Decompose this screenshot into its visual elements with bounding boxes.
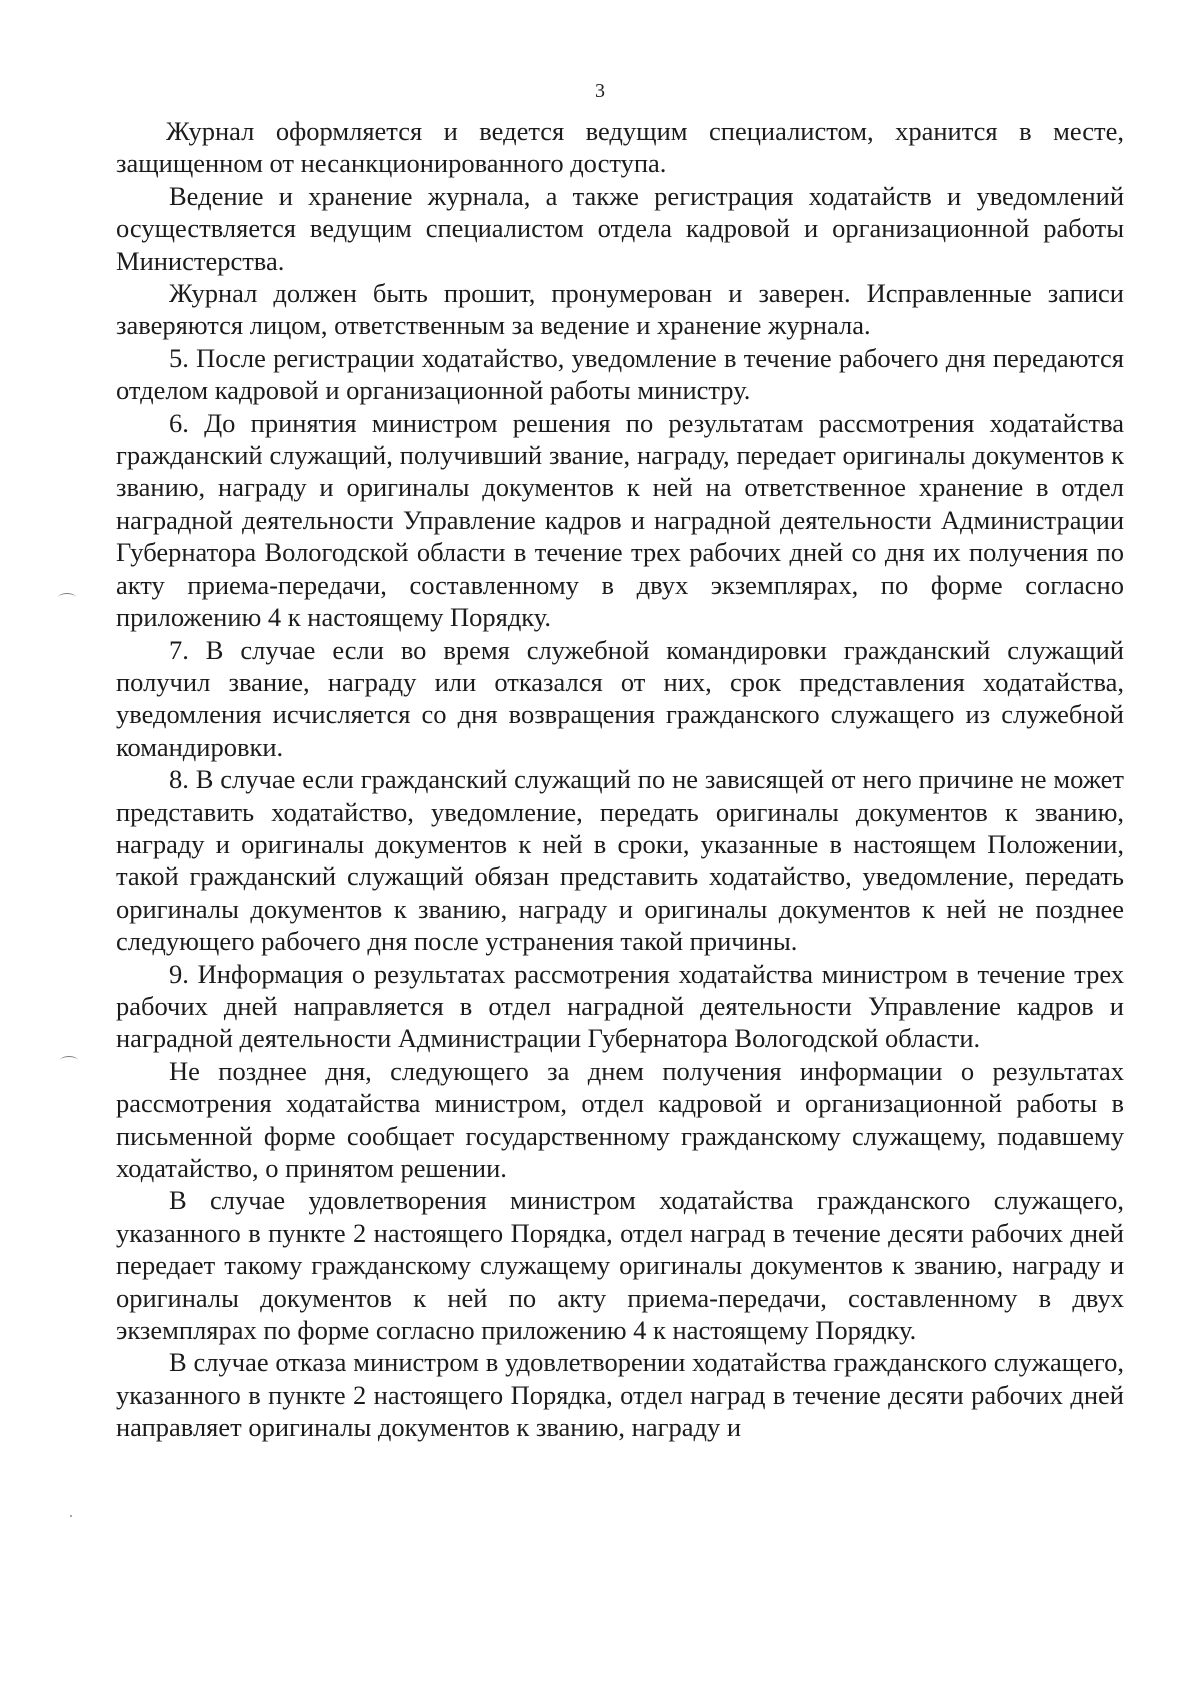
- paragraph-journal-storage: Ведение и хранение журнала, а также регистрация ходатайств и уведомлений осуществляется ведущим специалистом отдела кадровой и организационной работы Министерства.: [116, 180, 1124, 276]
- paragraph-item-6: 6. До принятия министром решения по результатам рассмотрения ходатайства гражданский служащий, получивший звание, награду, передает оригиналы документов к званию, награду и оригиналы документов к ней на ответственное хранение в отдел наградной деятельности Управление кадров и наградной деятельности Администрации Губернатора Вологодской области в течение трех рабочих дней со дня их получения по акту приема-передачи, составленному в двух экземплярах, по форме согласно приложению 4 к настоящему Порядку.: [116, 407, 1124, 633]
- scan-artifact-mark: [58, 593, 76, 602]
- paragraph-approval-case: В случае удовлетворения министром ходатайства гражданского служащего, указанного в пункте 2 настоящего Порядка, отдел наград в течение десяти рабочих дней передает такому гражданскому служащему оригиналы документов к званию, награду и оригиналы документов к ней по акту приема-передачи, составленному в двух экземплярах по форме согласно приложению 4 к настоящему Порядку.: [116, 1185, 1124, 1346]
- paragraph-journal-keeping: Журнал оформляется и ведется ведущим специалистом, хранится в месте, защищенном от несанкционированного доступа.: [116, 116, 1124, 179]
- scan-artifact-dot: [70, 1515, 72, 1517]
- page-number: 3: [595, 80, 605, 102]
- paragraph-item-9: 9. Информация о результатах рассмотрения ходатайства министром в течение трех рабочих дней направляется в отдел наградной деятельности Управление кадров и наградной деятельности Администрации Губернатора Вологодской области.: [116, 958, 1124, 1054]
- paragraph-notification: Не позднее дня, следующего за днем получения информации о результатах рассмотрения ходатайства министром, отдел кадровой и организационной работы в письменной форме сообщает государственному гражданскому служащему, подавшему ходатайство, о принятом решении.: [116, 1055, 1124, 1183]
- scan-artifact-mark: [60, 1056, 78, 1065]
- paragraph-journal-certification: Журнал должен быть прошит, пронумерован и заверен. Исправленные записи заверяются лицом, ответственным за ведение и хранение журнала.: [116, 278, 1124, 341]
- paragraph-refusal-case: В случае отказа министром в удовлетворении ходатайства гражданского служащего, указанного в пункте 2 настоящего Порядка, отдел наград в течение десяти рабочих дней направляет оригиналы документов к званию, награду и: [116, 1347, 1124, 1443]
- paragraph-item-7: 7. В случае если во время служебной командировки гражданский служащий получил звание, награду или отказался от них, срок представления ходатайства, уведомления исчисляется со дня возвращения гражданского служащего из служебной командировки.: [116, 634, 1124, 762]
- paragraph-item-8: 8. В случае если гражданский служащий по не зависящей от него причине не может представить ходатайство, уведомление, передать оригиналы документов к званию, награду и оригиналы документов к ней в сроки, указанные в настоящем Положении, такой гражданский служащий обязан представить ходатайство, уведомление, передать оригиналы документов к званию, награду и оригиналы документов к ней не позднее следующего рабочего дня после устранения такой причины.: [116, 764, 1124, 957]
- document-body: [116, 115, 1124, 1444]
- paragraph-item-5: 5. После регистрации ходатайство, уведомление в течение рабочего дня передаются отделом кадровой и организационной работы министру.: [116, 342, 1124, 406]
